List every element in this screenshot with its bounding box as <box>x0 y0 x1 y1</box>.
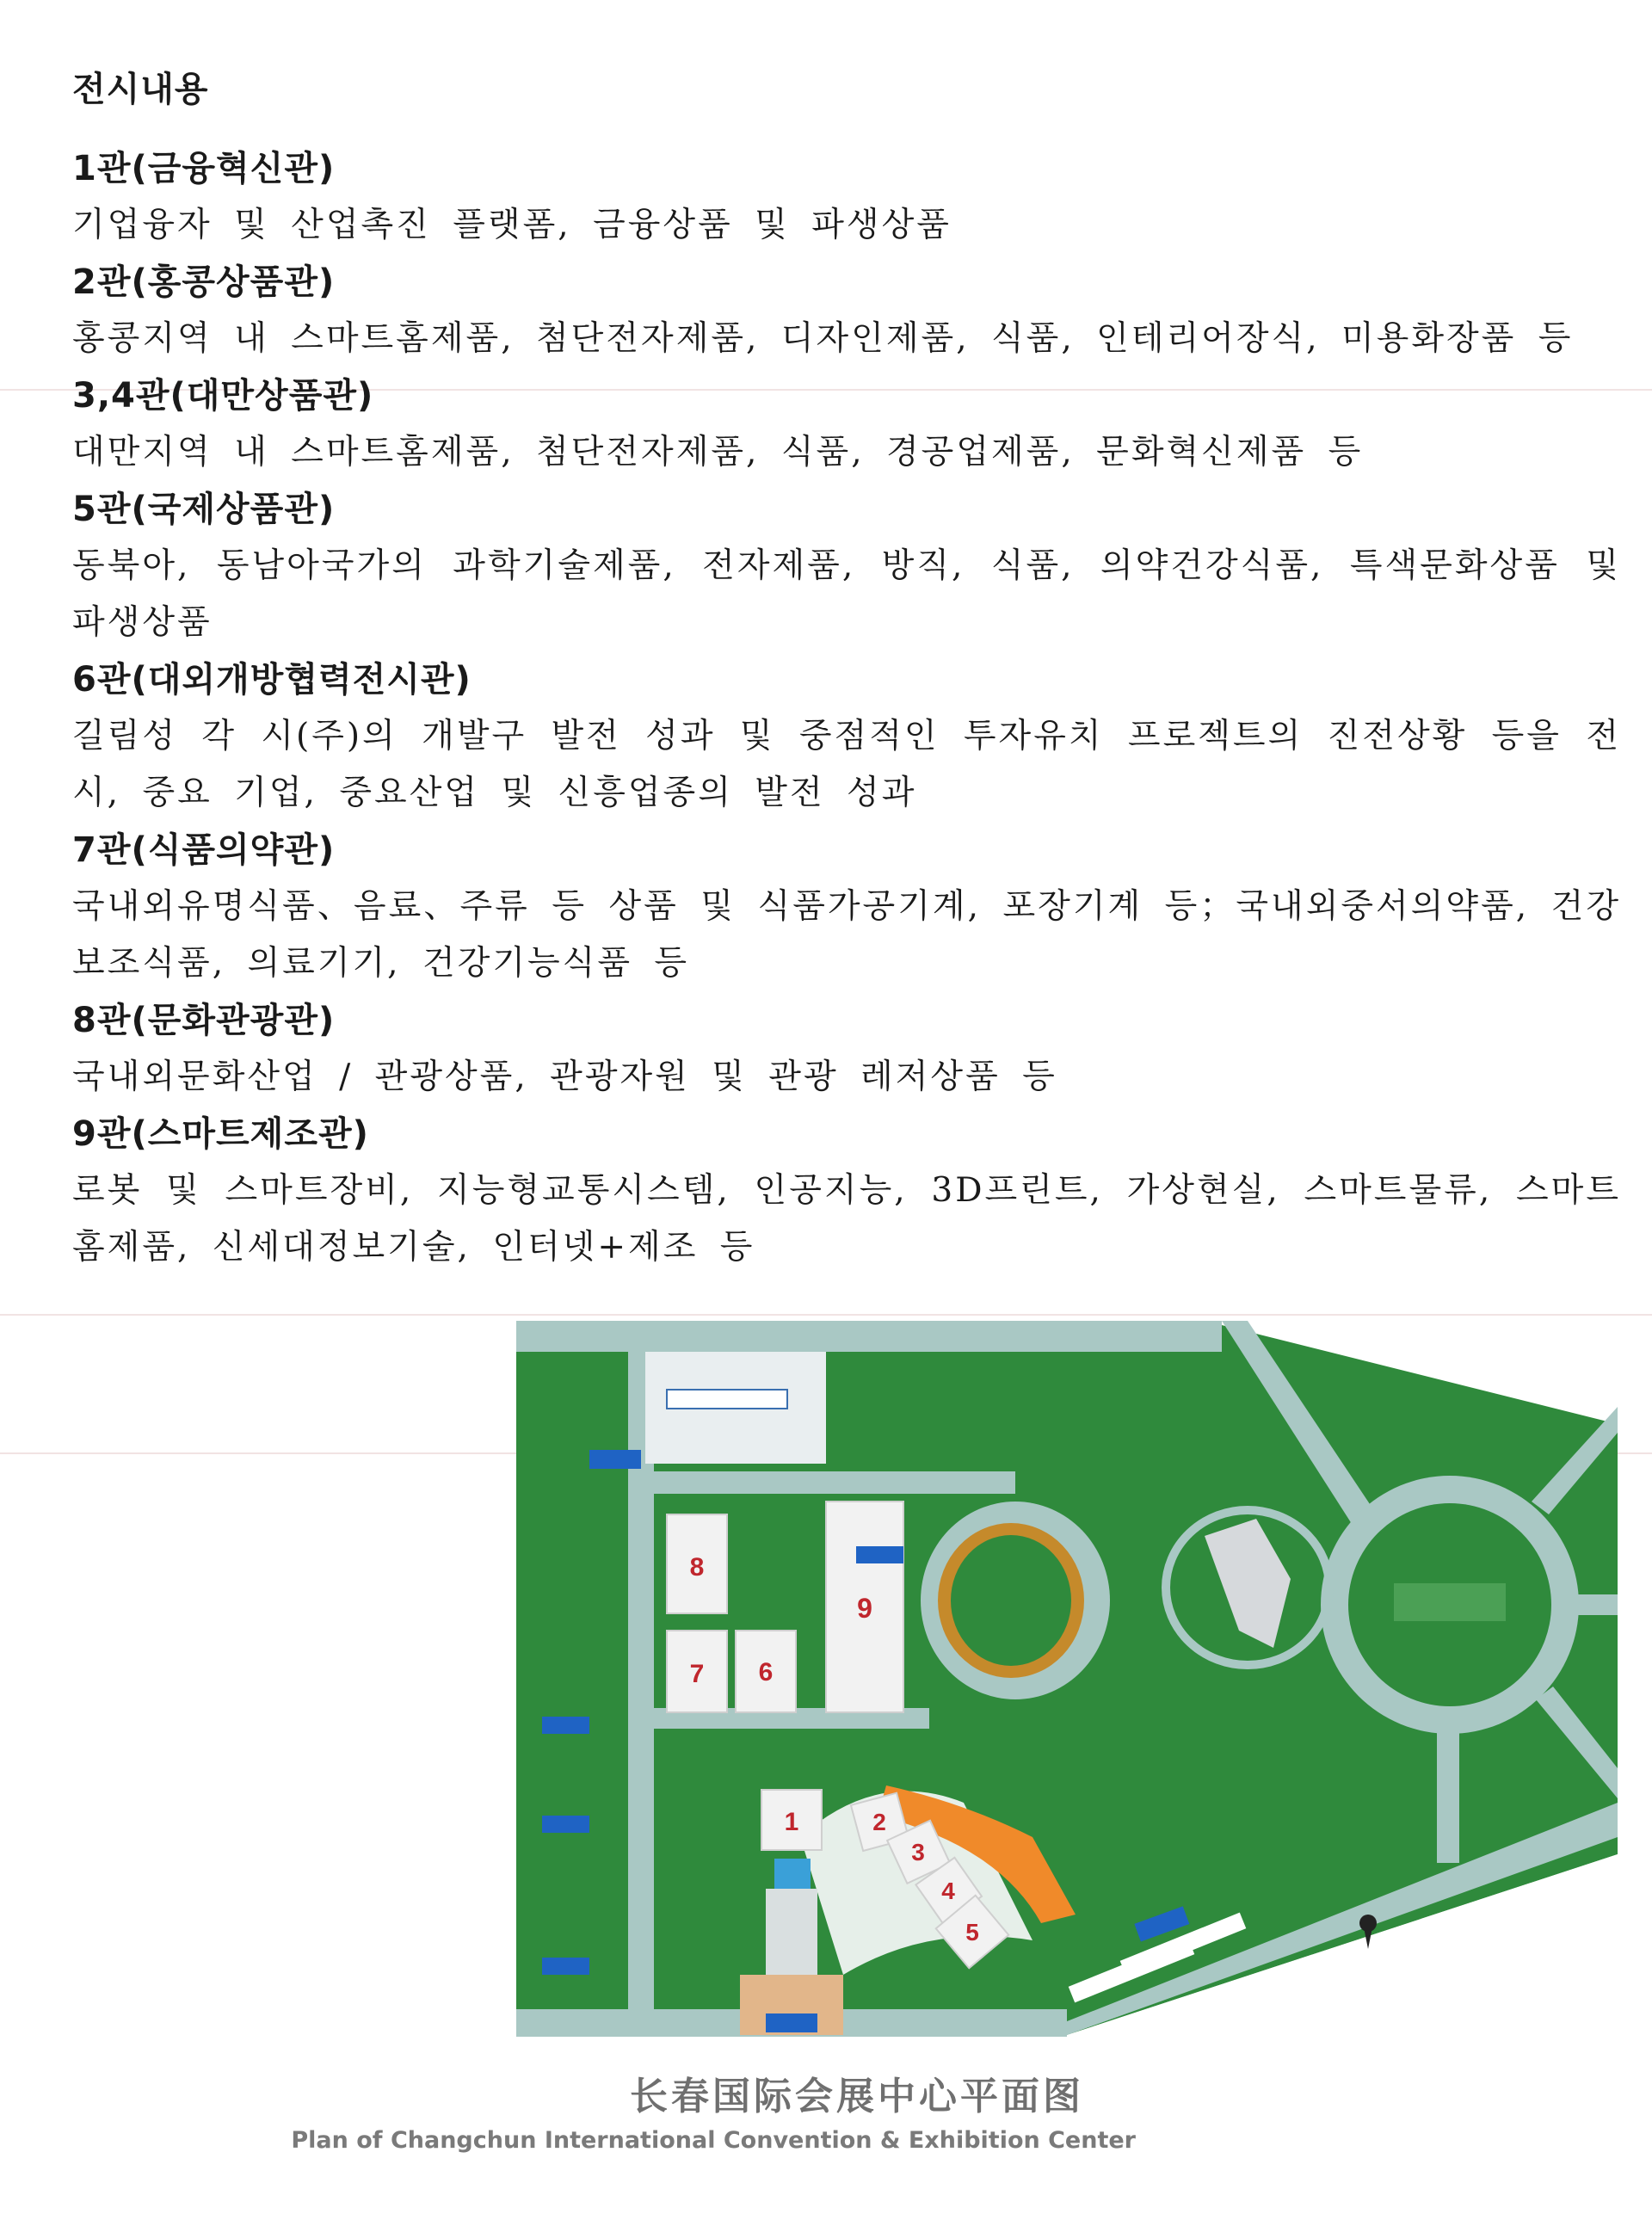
section-body: 로봇 및 스마트장비, 지능형교통시스템, 인공지능, 3D프린트, 가상현실, 스마트물류, 스마트홈제품, 신세대정보기술, 인터넷+제조 등 <box>72 1171 1621 1267</box>
section-heading: 7관(식품의약관) <box>72 830 336 870</box>
section-hall-2 <box>72 254 1621 367</box>
section-hall-5 <box>72 481 1621 651</box>
map-gate-6 <box>766 2013 817 2032</box>
section-body: 국내외문화산업 / 관광상품, 관광자원 및 관광 레저상품 등 <box>72 1058 1057 1096</box>
section-hall-6 <box>72 651 1621 822</box>
map-road-south <box>1437 1725 1459 1863</box>
section-heading: 3,4관(대만상품관) <box>72 376 374 416</box>
map-caption-english: Plan of Changchun International Convention & Exhibition Center <box>291 2127 1136 2154</box>
map-hall-3-number: 3 <box>911 1839 925 1865</box>
section-heading: 2관(홍콩상품관) <box>72 262 336 302</box>
section-heading: 9관(스마트제조관) <box>72 1114 369 1154</box>
site-plan-map <box>516 1321 1618 2078</box>
map-road-inner-top <box>645 1471 1015 1494</box>
section-hall-3-4 <box>72 367 1621 481</box>
map-parking-sign <box>667 1390 787 1409</box>
map-gate-2 <box>856 1546 903 1563</box>
section-heading: 1관(금융혁신관) <box>72 149 336 188</box>
map-gate-1 <box>589 1450 641 1469</box>
map-hall-6-number: 6 <box>758 1658 774 1687</box>
document-body <box>72 62 1621 1276</box>
map-stadium-field <box>951 1535 1071 1666</box>
section-body: 기업융자 및 산업촉진 플랫폼, 금융상품 및 파생상품 <box>72 206 952 244</box>
map-hall-4-number: 4 <box>941 1878 955 1904</box>
map-hall-9-number: 9 <box>857 1593 872 1624</box>
section-body: 국내외유명식품、음료、주류 등 상품 및 식품가공기계, 포장기계 등；국내외중서의약품, 건강보조식품, 의료기기, 건강기능식품 등 <box>72 887 1621 983</box>
map-hall-2-number: 2 <box>872 1809 886 1835</box>
map-caption-chinese: 长春国际会展中心平面图 <box>630 2075 1084 2118</box>
document-title: 전시내용 <box>72 70 209 109</box>
section-heading: 5관(국제상품관) <box>72 490 336 529</box>
map-hall-1-number: 1 <box>784 1808 799 1836</box>
section-hall-8 <box>72 992 1621 1106</box>
section-hall-1 <box>72 140 1621 254</box>
section-heading: 8관(문화관광관) <box>72 1001 336 1040</box>
section-body: 동북아, 동남아국가의 과학기술제품, 전자제품, 방직, 식품, 의약건강식품, 특색문화상품 및 파생상품 <box>72 546 1621 642</box>
map-hall-1-pool <box>774 1859 811 1889</box>
map-hall-8-number: 8 <box>689 1553 705 1582</box>
section-body: 길림성 각 시(주)의 개발구 발전 성과 및 중점적인 투자유치 프로젝트의 진전상황 등을 전시, 중요 기업, 중요산업 및 신흥업종의 발전 성과 <box>72 717 1621 812</box>
map-roundabout-label <box>1394 1583 1506 1621</box>
map-hall-7-number: 7 <box>689 1660 705 1688</box>
section-hall-7 <box>72 822 1621 992</box>
section-hall-9 <box>72 1106 1621 1276</box>
section-heading: 6관(대외개방협력전시관) <box>72 660 472 700</box>
map-gate-3 <box>542 1717 589 1734</box>
map-gate-5 <box>542 1958 589 1975</box>
map-gate-4 <box>542 1816 589 1833</box>
section-body: 홍콩지역 내 스마트홈제품, 첨단전자제품, 디자인제품, 식품, 인테리어장식, 미용화장품 등 <box>72 319 1574 358</box>
map-hall-5-number: 5 <box>965 1919 979 1946</box>
section-body: 대만지역 내 스마트홈제품, 첨단전자제품, 식품, 경공업제품, 문화혁신제품 등 <box>72 433 1364 472</box>
map-road-top <box>516 1321 1222 1352</box>
map-road-east <box>1575 1594 1618 1615</box>
